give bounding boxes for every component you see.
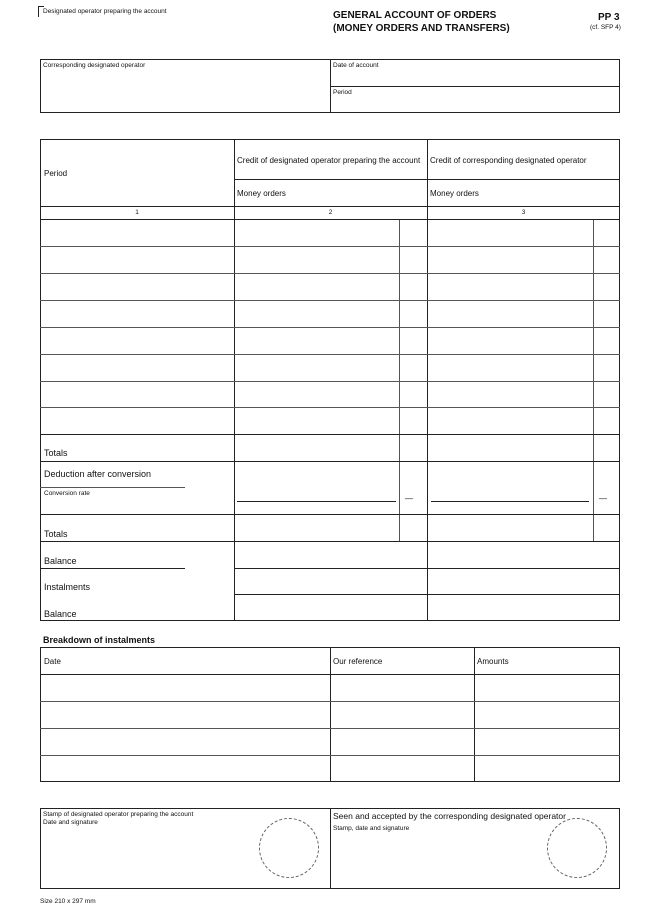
period-header: Period (44, 169, 68, 178)
table-row (40, 300, 620, 301)
corner-mark (38, 6, 39, 17)
date-of-account-field[interactable]: Date of account (333, 62, 379, 69)
breakdown-date-header: Date (44, 657, 61, 666)
corresponding-operator-field[interactable]: Corresponding designated operator (43, 62, 146, 69)
form-code: PP 3 (598, 12, 620, 23)
stamp-date-signature-label: Stamp, date and signature (333, 825, 410, 832)
col3-subheader: Money orders (430, 189, 479, 198)
dash-col3: — (599, 494, 607, 503)
breakdown-amounts-header: Amounts (477, 657, 509, 666)
stamp-circle-1[interactable] (259, 818, 319, 878)
col-number-3: 3 (521, 209, 526, 216)
stamp-circle-2[interactable] (547, 818, 607, 878)
table-row (40, 381, 620, 382)
table-row (40, 728, 620, 729)
form-ref: (cf. SFP 4) (590, 24, 621, 31)
col2-subheader: Money orders (237, 189, 286, 198)
balance-label-1: Balance (44, 556, 77, 566)
seen-accepted-label: Seen and accepted by the corresponding designated operator (333, 811, 566, 821)
table-row (40, 407, 620, 408)
breakdown-reference-header: Our reference (333, 657, 383, 666)
deduction-label: Deduction after conversion (44, 469, 152, 479)
corner-mark-top (38, 6, 44, 7)
breakdown-title: Breakdown of instalments (43, 635, 156, 645)
conversion-rate-label: Conversion rate (44, 490, 90, 497)
deduction-input-col3[interactable] (431, 501, 589, 502)
table-row (40, 327, 620, 328)
table-row (40, 354, 620, 355)
size-note: Size 210 x 297 mm (40, 898, 96, 905)
col-number-2: 2 (328, 209, 333, 216)
form-title-line2: (MONEY ORDERS AND TRANSFERS) (333, 23, 510, 34)
table-row (40, 701, 620, 702)
stamp-label: Stamp of designated operator preparing the account (43, 811, 194, 818)
totals-label-2: Totals (44, 529, 68, 539)
col3-header: Credit of corresponding designated operator (430, 156, 587, 165)
period-field[interactable]: Period (333, 89, 352, 96)
date-signature-label: Date and signature (43, 819, 98, 826)
totals-label-1: Totals (44, 448, 68, 458)
table-row (40, 273, 620, 274)
instalments-label: Instalments (44, 582, 91, 592)
dash-col2: — (405, 494, 413, 503)
table-row (40, 246, 620, 247)
form-title-line1: GENERAL ACCOUNT OF ORDERS (333, 10, 497, 21)
table-row (40, 755, 620, 756)
balance-label-2: Balance (44, 609, 77, 619)
col2-header: Credit of designated operator preparing the account (237, 156, 421, 165)
deduction-input-col2[interactable] (237, 501, 396, 502)
operator-label: Designated operator preparing the account (43, 8, 167, 15)
col-number-1: 1 (135, 209, 139, 216)
